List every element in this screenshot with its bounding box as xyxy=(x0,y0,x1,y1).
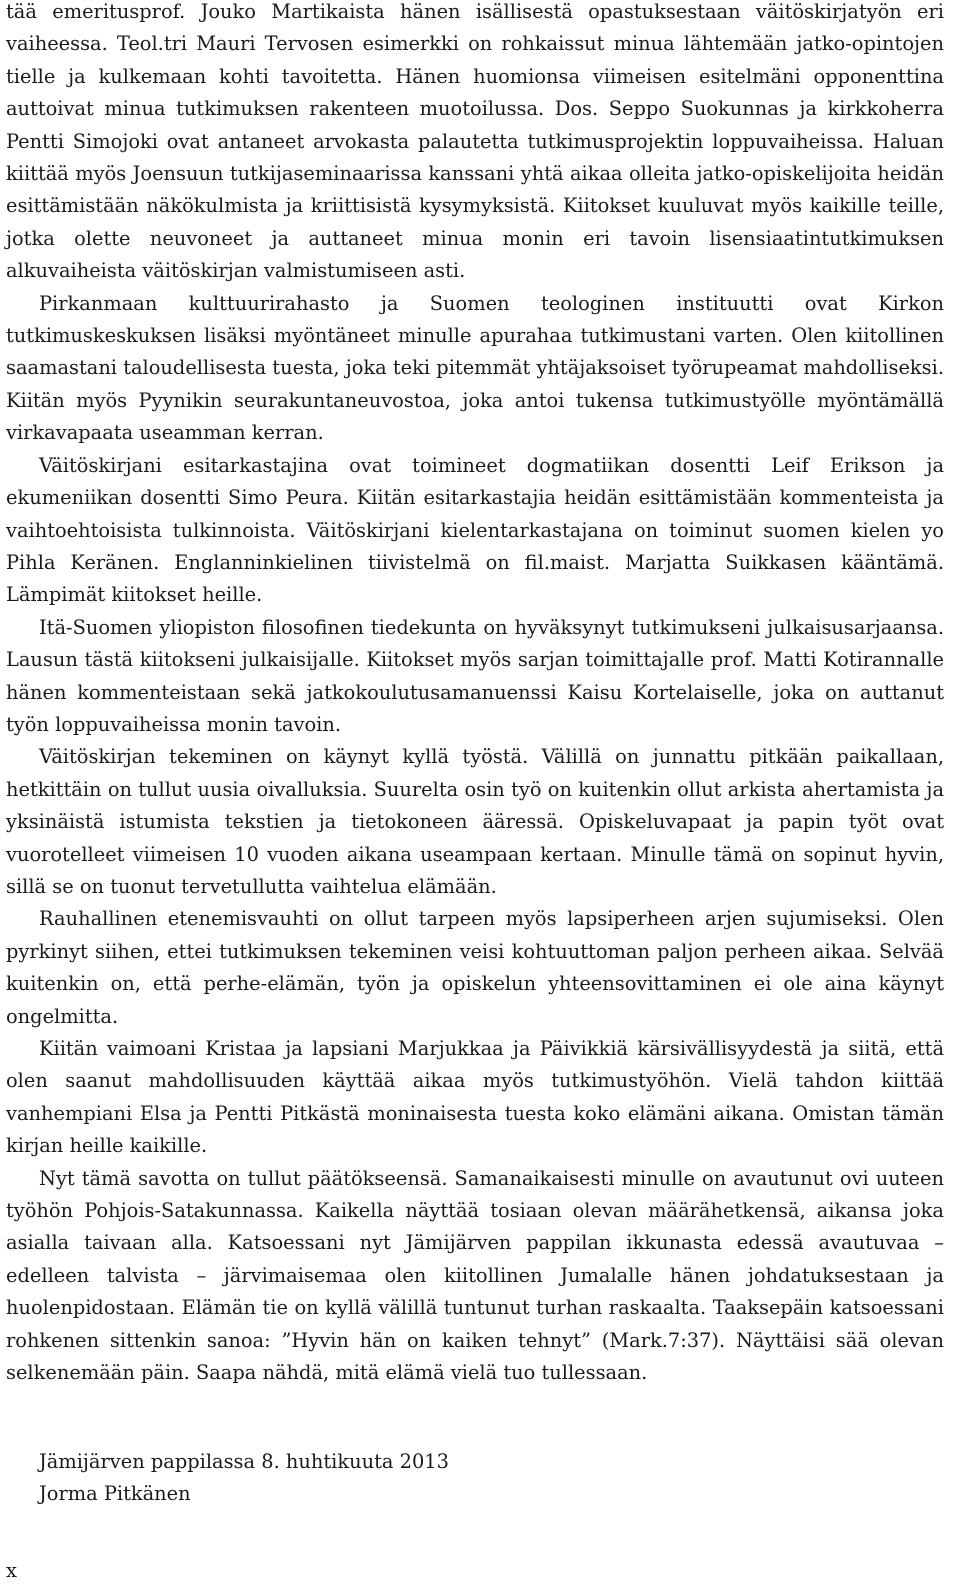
page-number: x xyxy=(6,1559,17,1582)
paragraph-family-pace: Rauhallinen etenemisvauhti on ollut tarpeen myös lapsiperheen arjen sujumiseksi. Olen pyrkinyt siihen, ettei tutkimuksen tekeminen veisi kohtuuttoman paljon perheen aikaa. Selvää kuitenkin on, että perhe-elämän, työn ja opiskelun yhteensovittaminen ei ole aina käynyt ongelmitta. xyxy=(6,907,944,1028)
preface-text xyxy=(6,0,944,1389)
signature-author: Jorma Pitkänen xyxy=(39,1482,191,1506)
paragraph-closing: Nyt tämä savotta on tullut päätökseensä. Samanaikaisesti minulle on avautunut ovi uuteen työhön Pohjois-Satakunnassa. Kaikella näyttää tosiaan olevan määrähetkensä, aikansa joka asialla taivaan alla. Katsoessani nyt Jämijärven pappilan ikkunasta edessä avautuvaa – edelleen talvista – järvimaisemaa olen kiitollinen Jumalalle hänen johdatuksestaan ja huolenpidostaan. Elämän tie on kyllä välillä tuntunut turhan raskaalta. Taaksepäin katsoessani rohkenen sittenkin sanoa: ”Hyvin hän on kaiken tehnyt” (Mark.7:37). Näyttäisi sää olevan selkenemään päin. Saapa nähdä, mitä elämä vielä tuo tullessaan. xyxy=(6,1166,944,1385)
paragraph-work-process: Väitöskirjan tekeminen on käynyt kyllä työstä. Välillä on junnattu pitkään paikallaan, hetkittäin on tullut uusia oivalluksia. Suurelta osin työ on kuitenkin ollut arkista ahertamista ja yksinäistä istumista tekstien ja tietokoneen ääressä. Opiskeluvapaat ja papin työt ovat vuorotelleet viimeisen 10 vuoden aikana useampaan kertaan. Minulle tämä on sopinut hyvin, sillä se on tuonut tervetullutta vaihtelua elämään. xyxy=(6,745,944,898)
signature-place-date: Jämijärven pappilassa 8. huhtikuuta 2013 xyxy=(39,1450,449,1473)
paragraph-faculty: Itä-Suomen yliopiston filosofinen tiedekunta on hyväksynyt tutkimukseni julkaisusarjaansa. Lausun tästä kiitokseni julkaisijalle. Kiitokset myös sarjan toimittajalle prof. Matti Kotirannalle hänen kommenteistaan sekä jatkokoulutusamanuenssi Kaisu Kortelaiselle, joka on auttanut työn loppuvaiheissa monin tavoin. xyxy=(6,615,944,736)
paragraph-pre-examiners: Väitöskirjani esitarkastajina ovat toimineet dogmatiikan dosentti Leif Erikson ja ekumeniikan dosentti Simo Peura. Kiitän esitarkastajia heidän esittämistään kommenteista ja vaihtoehtoisista tulkinnoista. Väitöskirjani kielentarkastajana on toiminut suomen kielen yo Pihla Keränen. Englanninkielinen tiivistelmä on fil.maist. Marjatta Suikkasen kääntämä. Lämpimät kiitokset heille. xyxy=(6,453,944,607)
signature-block xyxy=(39,1446,449,1511)
paragraph-family-thanks: Kiitän vaimoani Kristaa ja lapsiani Marjukkaa ja Päivikkiä kärsivällisyydestä ja siitä, että olen saanut mahdollisuuden käyttää aikaa myös tutkimustyöhön. Vielä tahdon kiittää vanhempiani Elsa ja Pentti Pitkästä moninaisesta tuesta koko elämäni aikana. Omistan tämän kirjan heille kaikille. xyxy=(6,1037,944,1158)
paragraph-funding: Pirkanmaan kulttuurirahasto ja Suomen teologinen instituutti ovat Kirkon tutkimuskeskuksen lisäksi myöntäneet minulle apurahaa tutkimustani varten. Olen kiitollinen saamastani taloudellisesta tuesta, joka teki pitemmät yhtäjaksoiset työrupeamat mahdolliseksi. Kiitän myös Pyynikin seurakuntaneuvostoa, joka antoi tukensa tutkimustyölle myöntämällä virkavapaata useamman kerran. xyxy=(6,291,944,445)
paragraph-continued-acknowledgements: tää emeritusprof. Jouko Martikaista hänen isällisestä opastuksestaan väitöskirjatyön eri vaiheessa. Teol.tri Mauri Tervosen esimerkki on rohkaissut minua lähtemään jatko-opintojen tielle ja kulkemaan kohti tavoitetta. Hänen huomionsa viimeisen esitelmäni opponenttina auttoivat minua tutkimuksen rakenteen muotoilussa. Dos. Seppo Suokunnas ja kirkkoherra Pentti Simojoki ovat antaneet arvokasta palautetta tutkimusprojektin loppuvaiheissa. Haluan kiittää myös Joensuun tutkijaseminaarissa kanssani yhtä aikaa olleita jatko-opiskelijoita heidän esittämistään näkökulmista ja kriittisistä kysymyksistä. Kiitokset kuuluvat myös kaikille teille, jotka olette neuvoneet ja auttaneet minua monin eri tavoin lisensiaatintutkimuksen alkuvaiheista väitöskirjan valmistumiseen asti. xyxy=(6,0,944,283)
